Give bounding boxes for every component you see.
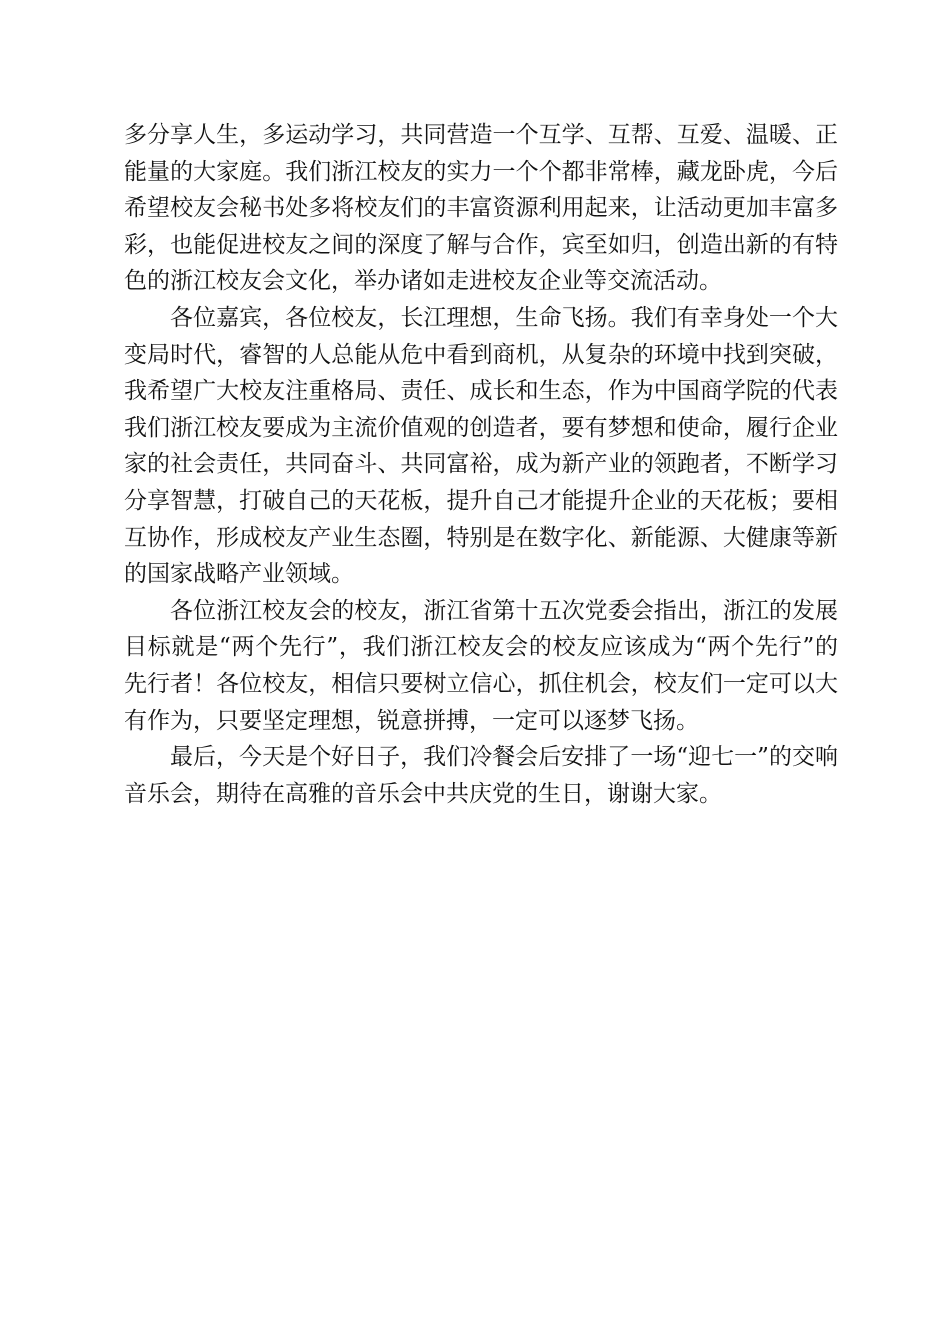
paragraph-guests: 各位嘉宾，各位校友，长江理想，生命飞扬。我们有幸身处一个大变局时代，睿智的人总能从危中看到商机，从复杂的环境中找到突破，我希望广大校友注重格局、责任、成长和生态，作为中国商学院的代表我们浙江校友要成为主流价值观的创造者，要有梦想和使命，履行企业家的社会责任，共同奋斗、共同富裕，成为新产业的领跑者，不断学习分享智慧，打破自己的天花板，提升自己才能提升企业的天花板；要相互协作，形成校友产业生态圈，特别是在数字化、新能源、大健康等新的国家战略产业领域。 — [124, 304, 838, 588]
document-page — [124, 117, 838, 812]
paragraph-closing: 最后，今天是个好日子，我们冷餐会后安排了一场“迎七一”的交响音乐会，期待在高雅的音乐会中共庆党的生日，谢谢大家。 — [124, 744, 838, 807]
paragraph-two-firsts: 各位浙江校友会的校友，浙江省第十五次党委会指出，浙江的发展目标就是“两个先行”，我们浙江校友会的校友应该成为“两个先行”的先行者！各位校友，相信只要树立信心，抓住机会，校友们一定可以大有作为，只要坚定理想，锐意拼搏，一定可以逐梦飞扬。 — [124, 597, 838, 734]
paragraph-continuation: 多分享人生，多运动学习，共同营造一个互学、互帮、互爱、温暖、正能量的大家庭。我们浙江校友的实力一个个都非常棒，藏龙卧虎，今后希望校友会秘书处多将校友们的丰富资源利用起来，让活动更加丰富多彩，也能促进校友之间的深度了解与合作，宾至如归，创造出新的有特色的浙江校友会文化，举办诸如走进校友企业等交流活动。 — [124, 122, 838, 295]
